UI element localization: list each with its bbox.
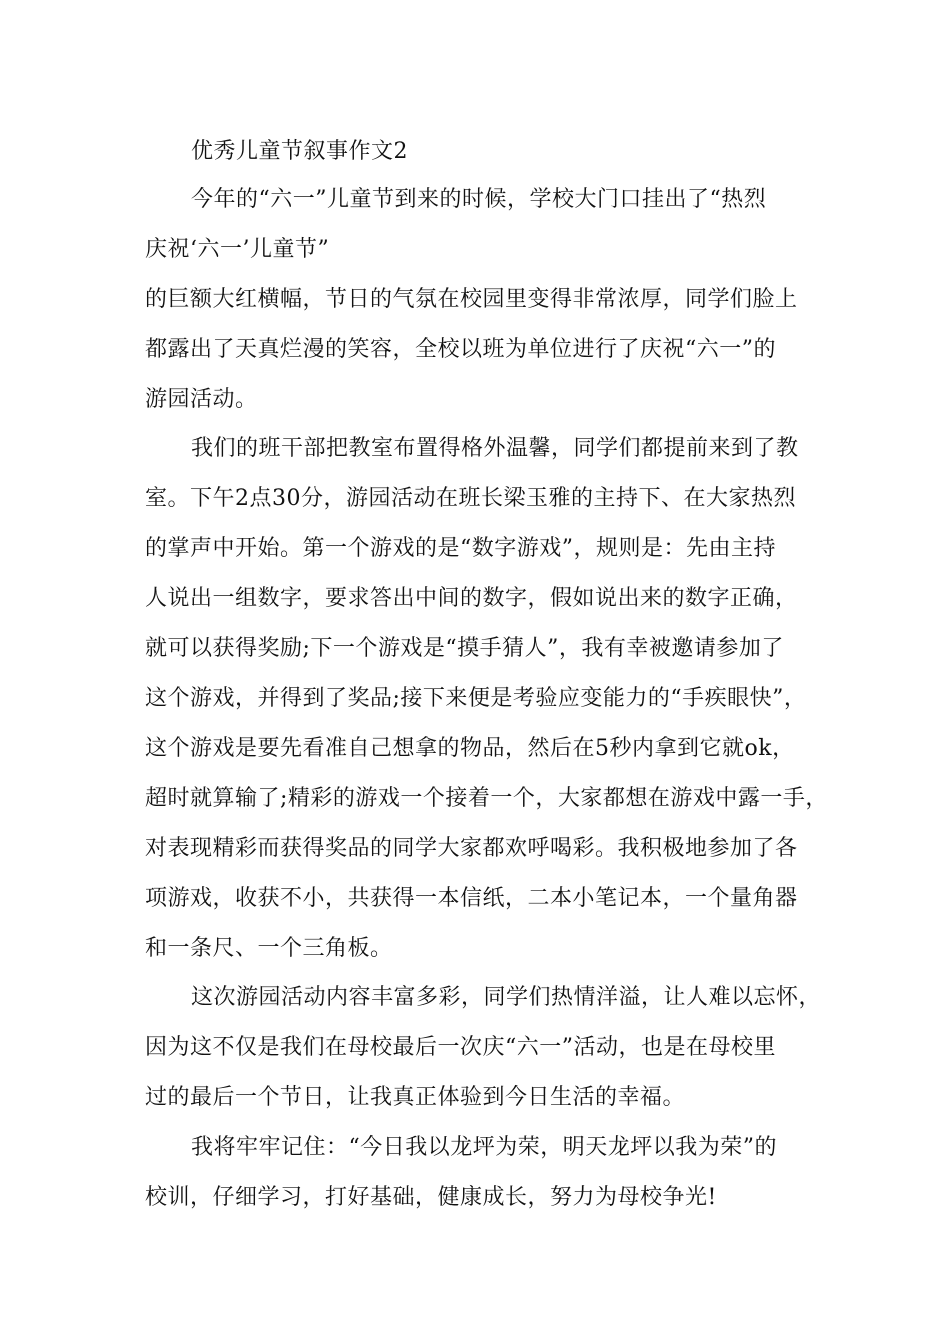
- paragraph-line: 超时就算输了;精彩的游戏一个接着一个，大家都想在游戏中露一手，: [145, 786, 828, 811]
- paragraph-line: 今年的“六一”儿童节到来的时候，学校大门口挂出了“热烈: [191, 187, 767, 212]
- paragraph-line: 这次游园活动内容丰富多彩，同学们热情洋溢，让人难以忘怀，: [191, 985, 822, 1010]
- paragraph-line: 我将牢牢记住：“今日我以龙坪为荣，明天龙坪以我为荣”的: [191, 1135, 777, 1160]
- paragraph-line: 的巨额大红横幅，节日的气氛在校园里变得非常浓厚，同学们脸上: [145, 287, 798, 312]
- paragraph-line: 庆祝‘六一’儿童节”: [145, 237, 330, 262]
- paragraph-line: 就可以获得奖励;下一个游戏是“摸手猜人”，我有幸被邀请参加了: [145, 636, 784, 661]
- paragraph-line: 这个游戏是要先看准自己想拿的物品，然后在5秒内拿到它就ok，: [145, 736, 795, 761]
- paragraph-line: 对表现精彩而获得奖品的同学大家都欢呼喝彩。我积极地参加了各: [145, 836, 798, 861]
- paragraph-line: 校训，仔细学习，打好基础，健康成长，努力为母校争光!: [145, 1185, 717, 1210]
- paragraph-line: 这个游戏，并得到了奖品;接下来便是考验应变能力的“手疾眼快”，: [145, 686, 807, 711]
- paragraph-line: 项游戏，收获不小，共获得一本信纸，二本小笔记本，一个量角器: [145, 886, 798, 911]
- paragraph-line: 因为这不仅是我们在母校最后一次庆“六一”活动，也是在母校里: [145, 1035, 776, 1060]
- paragraph-line: 的掌声中开始。第一个游戏的是“数字游戏”，规则是：先由主持: [145, 536, 776, 561]
- document-title: 优秀儿童节叙事作文2: [191, 139, 408, 164]
- paragraph-line: 我们的班干部把教室布置得格外温馨，同学们都提前来到了教: [191, 436, 799, 461]
- paragraph-line: 室。下午2点30分，游园活动在班长梁玉雅的主持下、在大家热烈: [145, 486, 796, 511]
- paragraph-line: 人说出一组数字，要求答出中间的数字，假如说出来的数字正确，: [145, 586, 798, 611]
- paragraph-line: 过的最后一个节日，让我真正体验到今日生活的幸福。: [145, 1085, 686, 1110]
- paragraph-line: 和一条尺、一个三角板。: [145, 936, 393, 961]
- paragraph-line: 都露出了天真烂漫的笑容，全校以班为单位进行了庆祝“六一”的: [145, 337, 776, 362]
- paragraph-line: 游园活动。: [145, 387, 258, 412]
